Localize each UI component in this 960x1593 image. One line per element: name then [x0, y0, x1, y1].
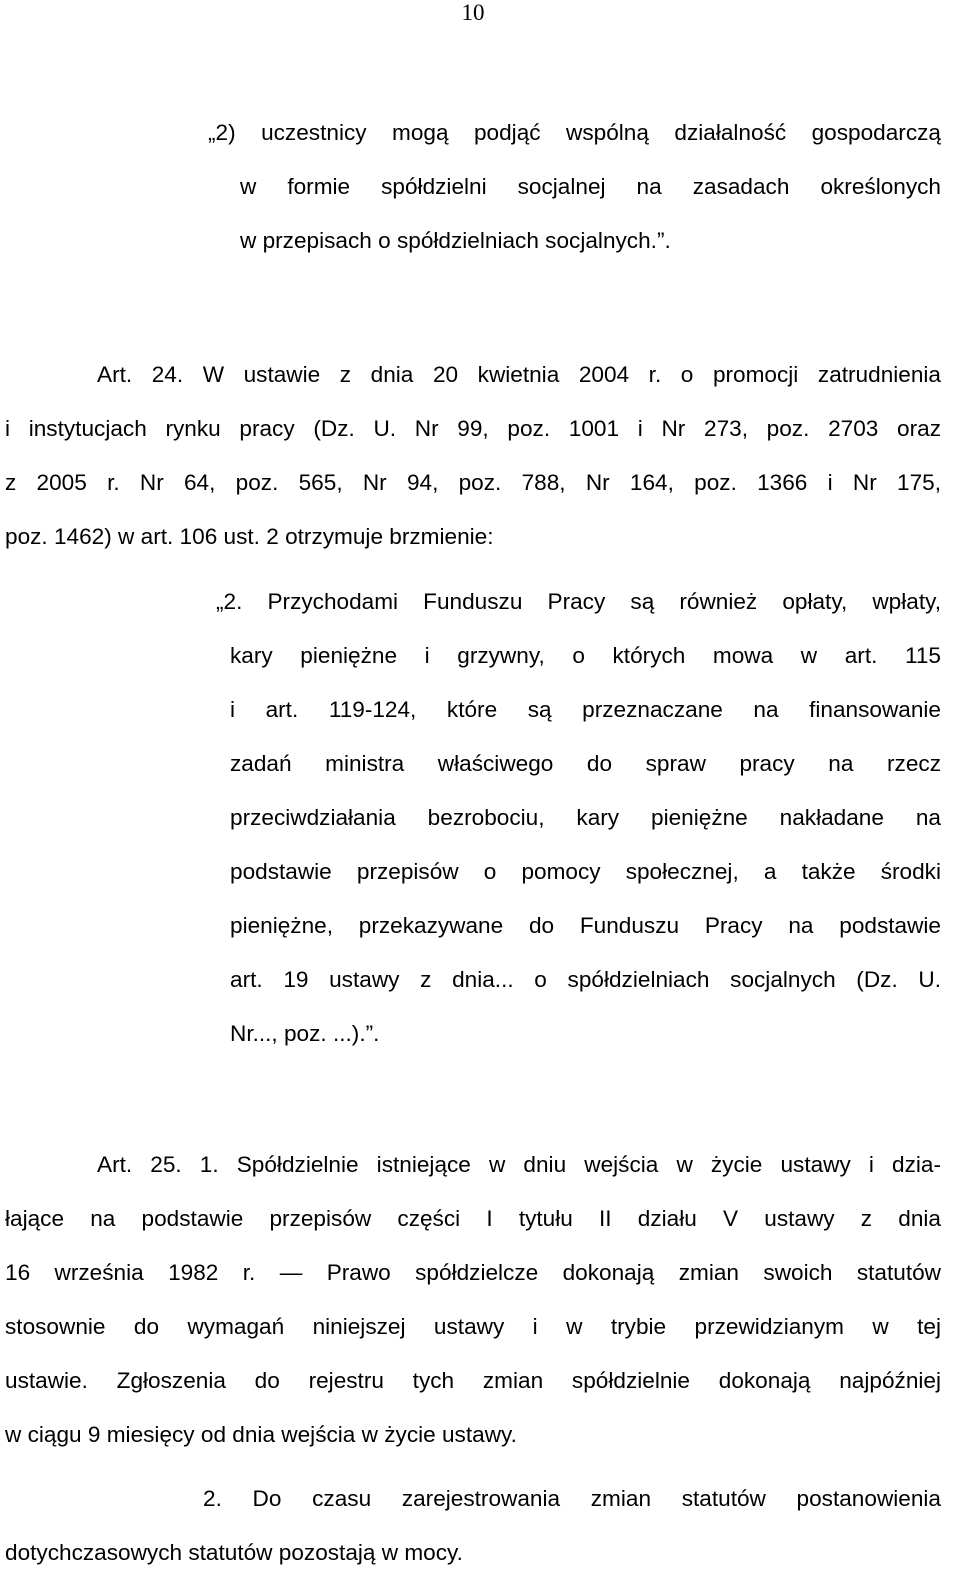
text-line: w formie spółdzielni socjalnej na zasadach określonych	[240, 174, 941, 199]
text-line: w przepisach o spółdzielniach socjalnych.”.	[240, 228, 671, 253]
text-line: dotychczasowych statutów pozostają w mocy.	[5, 1540, 463, 1565]
text-line: zadań ministra właściwego do spraw pracy na rzecz	[230, 751, 941, 776]
text-line: 16 września 1982 r. — Prawo spółdzielcze dokonają zmian swoich statutów	[5, 1260, 941, 1285]
text-line: „2. Przychodami Funduszu Pracy są również opłaty, wpłaty,	[216, 589, 941, 614]
text-line: podstawie przepisów o pomocy społecznej, a także środki	[230, 859, 941, 884]
text-line: 2. Do czasu zarejestrowania zmian statutów postanowienia	[203, 1486, 941, 1511]
article-24-paragraph	[5, 348, 941, 564]
text-line: pieniężne, przekazywane do Funduszu Pracy na podstawie	[230, 913, 941, 938]
text-line: łające na podstawie przepisów części I tytułu II działu V ustawy z dnia	[5, 1206, 941, 1231]
text-line: i art. 119-124, które są przeznaczane na finansowanie	[230, 697, 941, 722]
text-line: Art. 24. W ustawie z dnia 20 kwietnia 2004 r. o promocji zatrudnienia	[97, 362, 941, 387]
article-25-section-1	[5, 1138, 941, 1462]
text-line: Nr..., poz. ...).”.	[230, 1021, 380, 1046]
article-25-section-2	[5, 1472, 941, 1580]
text-line: art. 19 ustawy z dnia... o spółdzielniach socjalnych (Dz. U.	[230, 967, 941, 992]
text-line: stosownie do wymagań niniejszej ustawy i w trybie przewidzianym w tej	[5, 1314, 941, 1339]
text-line: i instytucjach rynku pracy (Dz. U. Nr 99, poz. 1001 i Nr 273, poz. 2703 oraz	[5, 416, 941, 441]
text-line: ustawie. Zgłoszenia do rejestru tych zmian spółdzielnie dokonają najpóźniej	[5, 1368, 941, 1393]
text-line: „2) uczestnicy mogą podjąć wspólną działalność gospodarczą	[208, 120, 941, 145]
page-number: 10	[461, 0, 485, 25]
text-line: z 2005 r. Nr 64, poz. 565, Nr 94, poz. 788, Nr 164, poz. 1366 i Nr 175,	[5, 470, 941, 495]
text-line: Art. 25. 1. Spółdzielnie istniejące w dniu wejścia w życie ustawy i dzia-	[97, 1152, 941, 1177]
text-line: kary pieniężne i grzywny, o których mowa w art. 115	[230, 643, 941, 668]
text-line: przeciwdziałania bezrobociu, kary pieniężne nakładane na	[230, 805, 941, 830]
text-line: poz. 1462) w art. 106 ust. 2 otrzymuje brzmienie:	[5, 524, 494, 549]
text-line: w ciągu 9 miesięcy od dnia wejścia w życie ustawy.	[5, 1422, 517, 1447]
item-2-paragraph	[208, 106, 941, 268]
article-24-quoted-amendment	[218, 575, 941, 1061]
